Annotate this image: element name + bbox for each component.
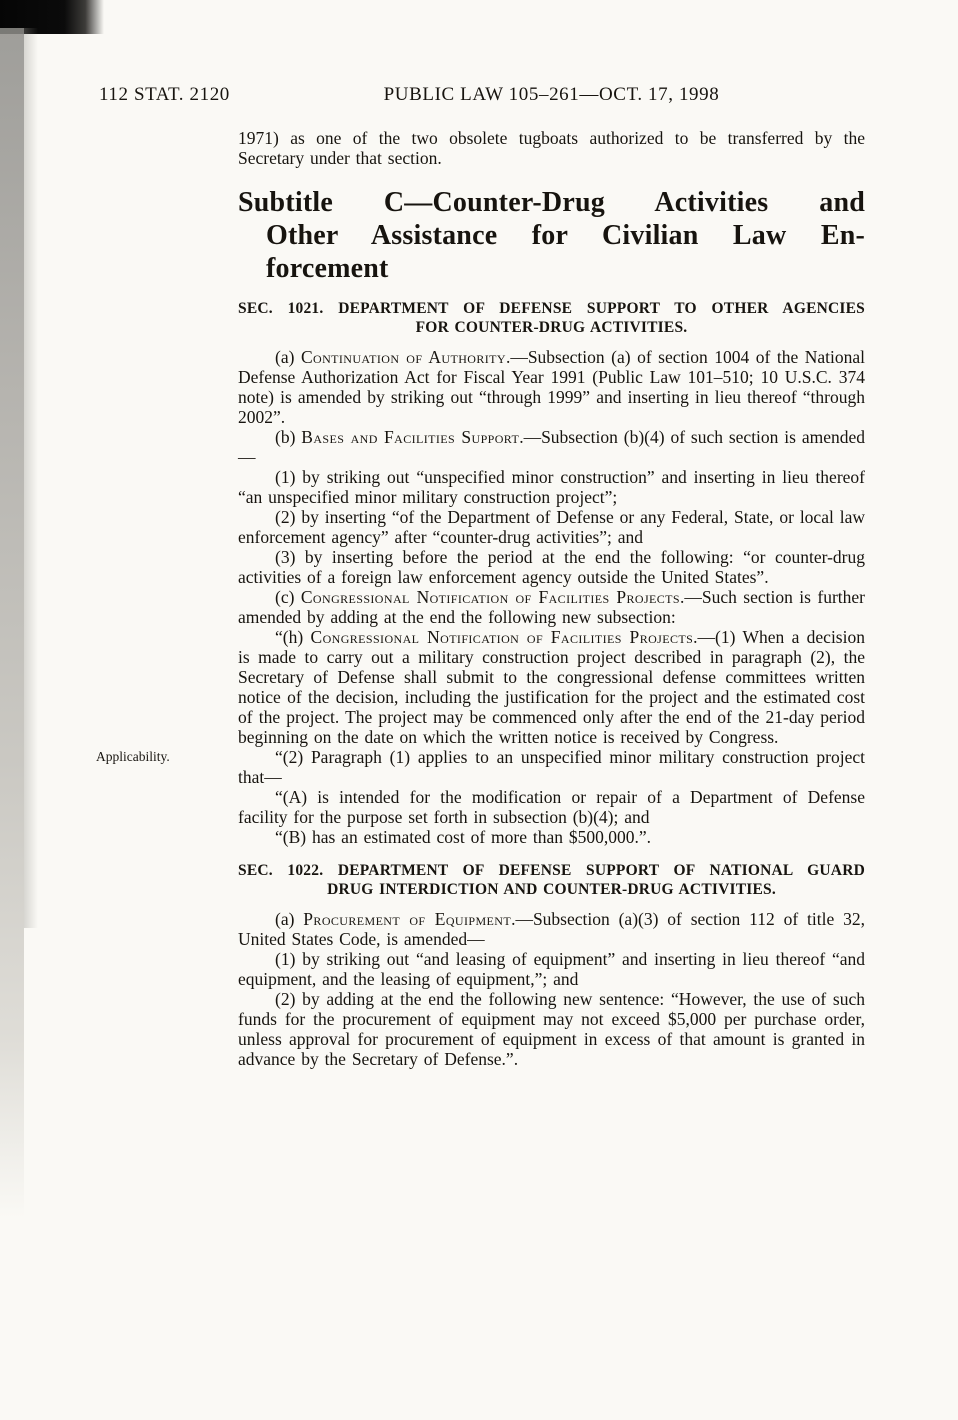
paragraph-2a-caption: Procurement of Equipment: [303, 909, 512, 929]
quoted-subsection-h: [238, 627, 865, 747]
clause-b3: (3) by inserting before the period at the end the following: “or counter-drug activities of a foreign law enforcement agency outside the United States”.: [238, 547, 865, 587]
stat-page-number: 112 STAT. 2120: [99, 84, 230, 105]
paragraph-b-bases-and-facilities: [238, 427, 865, 467]
section-1021-heading-line-1: SEC. 1021. DEPARTMENT OF DEFENSE SUPPORT TO OTHER AGENCIES: [238, 300, 865, 317]
clause-b1: (1) by striking out “unspecified minor construction” and inserting in lieu thereof “an unspecified minor military construction project”;: [238, 467, 865, 507]
page-header: [0, 84, 958, 110]
paragraph-c-caption: Congressional Notification of Facilities Projects: [300, 587, 680, 607]
scan-artifact-left-edge-fade: [24, 28, 38, 928]
paragraph-b-number: (b): [275, 427, 302, 447]
paragraph-c-text: .—Such section is further amended by adding at the end the following new subsection:: [238, 587, 865, 627]
clause-2a2: (2) by adding at the end the following new sentence: “However, the use of such funds for the procurement of equipment may not exceed $5,000 per purchase order, unless approval for procurement of equipment in excess of that amount is granted in advance by the Secretary of Defense.”.: [238, 989, 865, 1069]
paragraph-2a-text: .—Subsection (a)(3) of section 112 of title 32, United States Code, is amended—: [238, 909, 866, 949]
margin-note-applicability: Applicability.: [96, 749, 170, 764]
section-1021-heading: [238, 299, 865, 337]
section-1022-heading-line-2: DRUG INTERDICTION AND COUNTER-DRUG ACTIVITIES.: [327, 881, 776, 898]
quoted-subparagraph-B: “(B) has an estimated cost of more than $500,000.”.: [275, 827, 651, 847]
paragraph-a-procurement-of-equipment: [238, 909, 865, 949]
text-column: [96, 128, 866, 1069]
quoted-subsection-h-text: .—(1) When a decision is made to carry out a military construction project described in paragraph (2), the Secretary of Defense shall submit to the congressional defense committees written notice of the decision, including the justification for the project and the estimated cost of the project. The project may be commenced only after the end of the 21-day period beginning on the date on which the written notice is received by Congress.: [238, 627, 865, 747]
quoted-paragraph-2: [96, 747, 865, 787]
quoted-subsection-h-caption: Congressional Notification of Facilities Projects: [310, 627, 694, 647]
section-1022-heading: [238, 861, 865, 899]
clause-b2: (2) by inserting “of the Department of Defense or any Federal, State, or local law enforcement agency” after “counter-drug activities”; and: [238, 507, 865, 547]
paragraph-b-caption: Bases and Facilities Support: [301, 427, 520, 447]
section-1022-heading-line-1: SEC. 1022. DEPARTMENT OF DEFENSE SUPPORT OF NATIONAL GUARD: [238, 862, 865, 879]
scan-artifact-left-edge: [0, 28, 24, 1218]
clause-2a1: (1) by striking out “and leasing of equipment” and inserting in lieu thereof “and equipment, and the leasing of equipment,”; and: [238, 949, 865, 989]
subtitle-heading-line-2: Other Assistance for Civilian Law En-: [266, 220, 865, 251]
quoted-subsection-h-number: “(h): [275, 627, 311, 647]
intro-paragraph: 1971) as one of the two obsolete tugboats authorized to be transferred by the Secretary under that section.: [238, 128, 865, 168]
quoted-paragraph-2-text: “(2) Paragraph (1) applies to an unspecified minor military construction project that—: [238, 747, 865, 787]
subtitle-heading-line-1: Subtitle C—Counter-Drug Activities and: [238, 187, 865, 218]
paragraph-a-text: .—Subsection (a) of section 1004 of the National Defense Authorization Act for Fiscal Year 1991 (Public Law 101–510; 10 U.S.C. 374 note) is amended by striking out “through 1999” and inserting in lieu thereof “through 2002”.: [238, 347, 865, 427]
paragraph-a-caption: Continuation of Authority: [300, 347, 506, 367]
subtitle-heading-line-3: forcement: [266, 253, 389, 284]
paragraph-2a-number: (a): [275, 909, 304, 929]
quoted-subparagraph-A: “(A) is intended for the modification or repair of a Department of Defense facility for the purpose set forth in subsection (b)(4); and: [238, 787, 865, 827]
subtitle-heading: [238, 186, 865, 285]
paragraph-c-number: (c): [275, 587, 301, 607]
paragraph-b-text: .—Subsection (b)(4) of such section is amended—: [238, 427, 866, 467]
paragraph-a-continuation-of-authority: [238, 347, 865, 427]
public-law-title: PUBLIC LAW 105–261—OCT. 17, 1998: [383, 84, 720, 105]
paragraph-a-number: (a): [275, 347, 301, 367]
section-1021-heading-line-2: FOR COUNTER-DRUG ACTIVITIES.: [415, 319, 688, 336]
paragraph-c-congressional-notification: [238, 587, 865, 627]
